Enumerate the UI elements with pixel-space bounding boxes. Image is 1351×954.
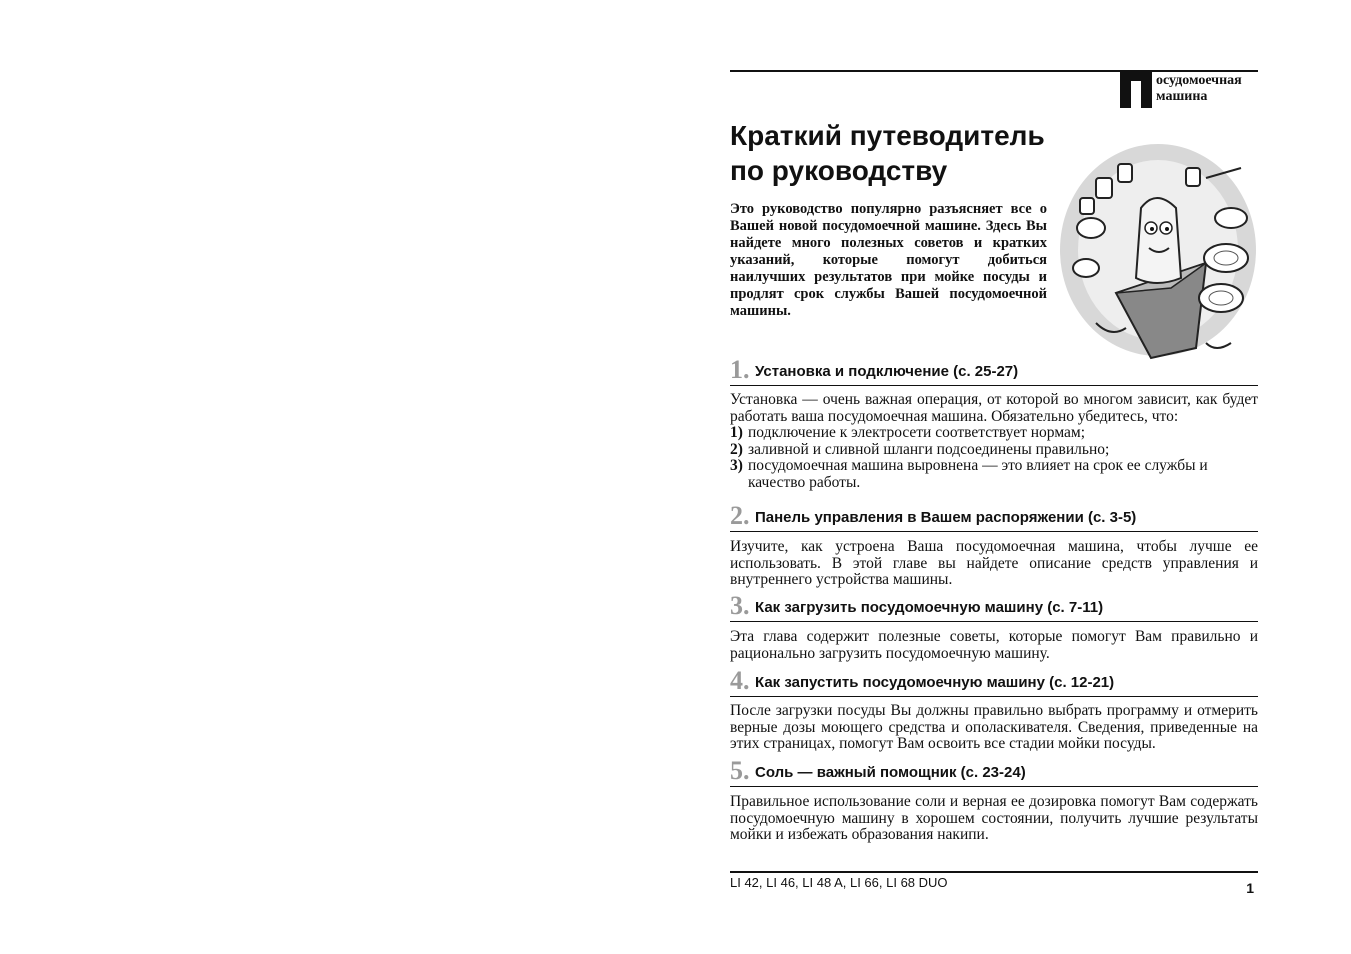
- intro-paragraph: Это руководство популярно разъясняет все о Вашей новой посудомоечной машине. Здесь Вы найдете много полезных советов и кратких указаний, которые помогут добиться наилучших результатов при мойке посуды и продлят срок службы Вашей посудомоечной машины.: [730, 201, 1047, 319]
- section-1-list-item-2: [730, 442, 1258, 459]
- brand-line-2: машина: [1156, 89, 1208, 104]
- list-item-text: заливной и сливной шланги подсоединены правильно;: [748, 440, 1110, 458]
- section-2-number: 2.: [730, 501, 750, 530]
- section-1-list-item-3: [730, 458, 1258, 491]
- section-1-body: [730, 392, 1258, 491]
- section-2-header: [730, 501, 1258, 532]
- list-marker: 2): [730, 440, 743, 458]
- list-marker: 1): [730, 424, 743, 441]
- brand-text: [1156, 73, 1242, 105]
- section-5-number: 5.: [730, 756, 750, 785]
- page-number: 1: [1246, 880, 1254, 896]
- manual-page: [730, 0, 1258, 954]
- brand-logo-icon: [1120, 72, 1152, 108]
- section-1-heading: Установка и подключение (с. 25-27): [755, 363, 1019, 380]
- list-item-text: подключение к электросети соответствует нормам;: [748, 424, 1086, 441]
- section-3-number: 3.: [730, 591, 750, 620]
- brand-line-1: осудомоечная: [1156, 73, 1242, 88]
- section-5-heading: Соль — важный помощник (с. 23-24): [755, 764, 1026, 781]
- bottom-rule: [730, 871, 1258, 873]
- page-title: [730, 118, 1060, 188]
- title-line-1: Краткий путеводитель: [730, 120, 1045, 151]
- section-2-heading: Панель управления в Вашем распоряжении (с. 3-5): [755, 509, 1137, 526]
- brand-header: [1120, 72, 1258, 108]
- dishwasher-cartoon-illustration: [1056, 138, 1261, 370]
- section-4-text: После загрузки посуды Вы должны правильно выбрать программу и отмерить верные дозы моющего средства и ополаскивателя. Сведения, приведенные на этих страницах, помогут Вам освоить все стадии мойки посуды.: [730, 702, 1258, 752]
- section-2-text: Изучите, как устроена Ваша посудомоечная машина, чтобы лучше ее использовать. В этой главе вы найдете описание средств управления и внутреннего устройства машины.: [730, 538, 1258, 588]
- section-3-text: Эта глава содержит полезные советы, которые помогут Вам правильно и рационально загрузить посудомоечную машину.: [730, 628, 1258, 662]
- section-1-list-item-1: [730, 425, 1258, 442]
- section-5-text: Правильное использование соли и верная ее дозировка помогут Вам содержать посудомоечную машину в хорошем состоянии, получить лучшие результаты мойки и избежать образования накипи.: [730, 793, 1258, 843]
- section-4-heading: Как запустить посудомоечную машину (с. 12-21): [755, 674, 1115, 691]
- title-line-2: по руководству: [730, 155, 948, 186]
- section-1-header: [730, 355, 1258, 386]
- list-item-text: посудомоечная машина выровнена — это влияет на срок ее службы и качество работы.: [748, 457, 1208, 491]
- section-5-header: [730, 756, 1258, 787]
- section-4-header: [730, 666, 1258, 697]
- section-1-number: 1.: [730, 355, 750, 384]
- list-marker: 3): [730, 457, 743, 474]
- section-4-number: 4.: [730, 666, 750, 695]
- section-3-heading: Как загрузить посудомоечную машину (с. 7-11): [755, 599, 1104, 616]
- section-1-text: Установка — очень важная операция, от которой во многом зависит, как будет работать ваша посудомоечная машина. Обязательно убедитесь, что:: [730, 391, 1258, 425]
- section-3-header: [730, 591, 1258, 622]
- model-list: LI 42, LI 46, LI 48 A, LI 66, LI 68 DUO: [730, 875, 948, 890]
